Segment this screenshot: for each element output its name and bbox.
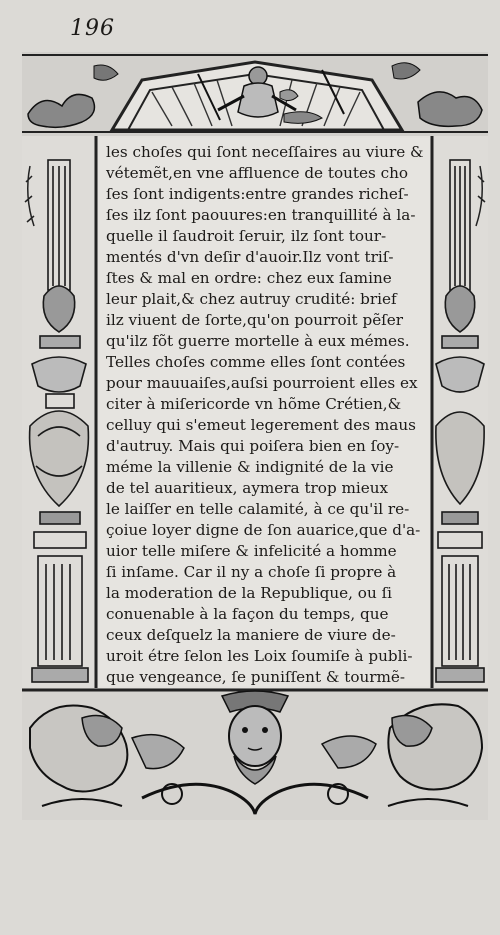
text-line: pour mauuaiſes,auſsi pourroient elles ex bbox=[106, 374, 418, 392]
text-line: méme la villenie & indignité de la vie bbox=[106, 458, 394, 476]
text-line: Telles choſes comme elles ſont contées bbox=[106, 353, 406, 371]
text-line: ceux deſquelz la maniere de viure de- bbox=[106, 626, 396, 644]
text-line: quelle il ſaudroit ſeruir, ilz ſont tour- bbox=[106, 227, 387, 245]
right-column-ornament bbox=[430, 136, 488, 688]
text-line: mentés d'vn deſir d'auoir.Ilz vont triſ- bbox=[106, 248, 394, 266]
text-line: citer à miſericorde vn hõme Crétien,& bbox=[106, 395, 402, 413]
text-line: conuenable à la façon du temps, que bbox=[106, 605, 389, 623]
text-line: d'autruy. Mais qui poiſera bien en ſoy- bbox=[106, 437, 400, 455]
text-line: les choſes qui ſont neceſſaires au viure & bbox=[106, 143, 424, 161]
text-line: ſtes & mal en ordre: chez eux ſamine bbox=[106, 269, 392, 287]
text-line: uior telle miſere & infelicité a homme bbox=[106, 542, 397, 560]
bottom-ornament bbox=[22, 688, 488, 820]
text-line: leur plait,& chez autruy crudité: brief bbox=[106, 290, 397, 308]
left-column-ornament bbox=[22, 136, 98, 688]
text-line: le laiſſer en telle calamité, à ce qu'il re- bbox=[106, 500, 410, 518]
top-ornament bbox=[22, 52, 488, 136]
page-number: 196 bbox=[70, 16, 115, 41]
text-line: de tel auaritieux, aymera trop mieux bbox=[106, 479, 389, 497]
text-line: que vengeance, ſe puniſſent & tourmẽ- bbox=[106, 668, 406, 686]
text-line: çoiue loyer digne de ſon auarice,que d'a- bbox=[106, 521, 421, 539]
text-line: celluy qui s'emeut legerement des maus bbox=[106, 416, 416, 434]
text-line: uroit étre ſelon les Loix ſoumiſe à publi- bbox=[106, 647, 413, 665]
text-line: vétemẽt,en vne affluence de toutes cho bbox=[106, 164, 409, 182]
text-line: ſi inſame. Car il ny a choſe ſi propre à bbox=[106, 563, 397, 581]
text-line: ſes ſont indigents:entre grandes richeſ- bbox=[106, 185, 409, 203]
text-line: ſes ilz ſont paouures:en tranquillité à la- bbox=[106, 206, 416, 224]
text-line: ilz viuent de ſorte,qu'on pourroit pẽſer bbox=[106, 311, 404, 329]
text-line: la moderation de la Republique, ou ſi bbox=[106, 584, 393, 602]
text-line: qu'ilz fõt guerre mortelle à eux mémes. bbox=[106, 332, 410, 350]
